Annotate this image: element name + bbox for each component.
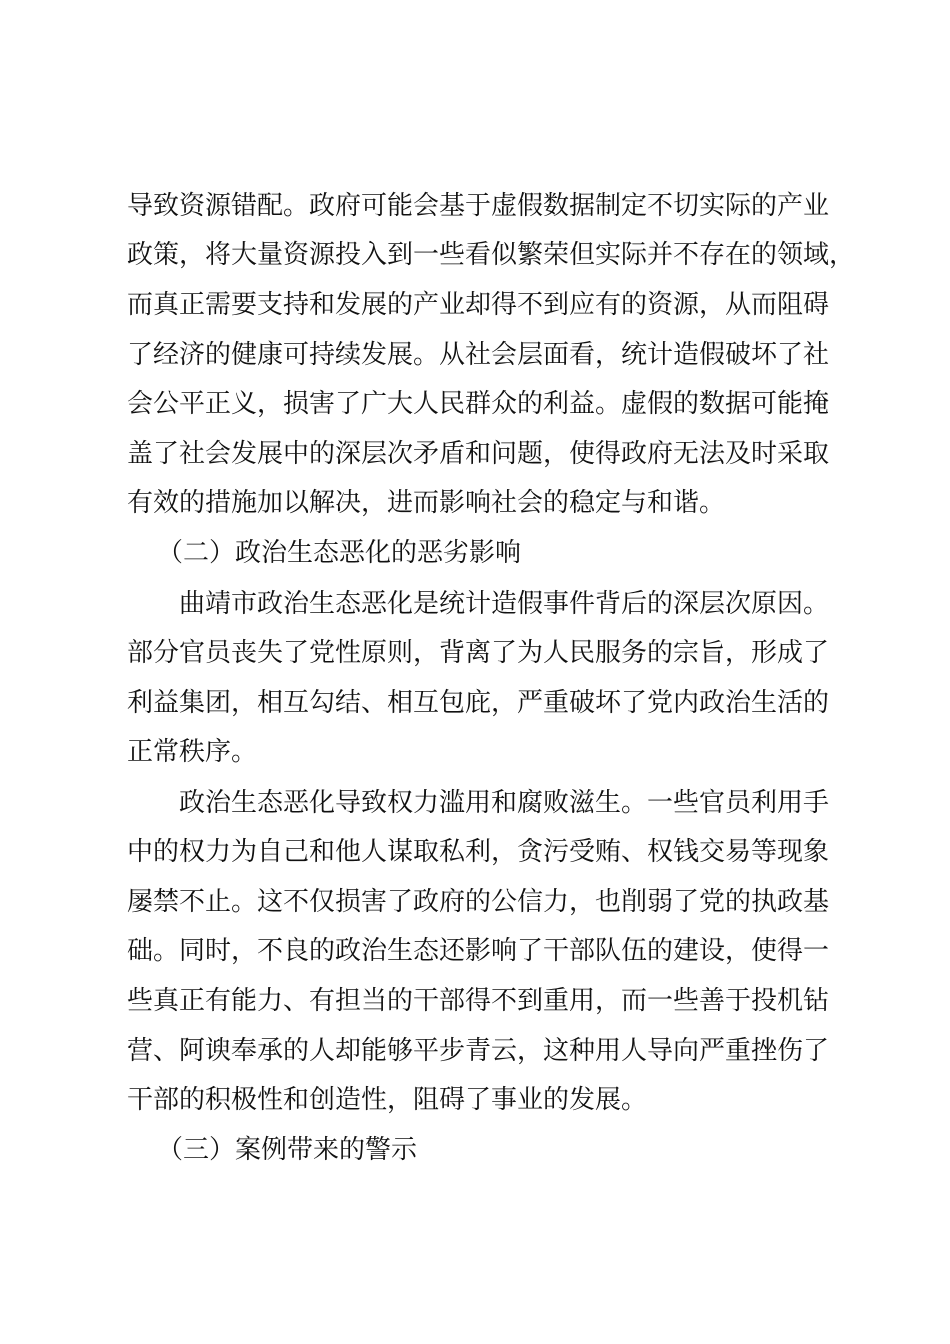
- body-text-line: 干部的积极性和创造性，阻碍了事业的发展。: [127, 1085, 648, 1115]
- body-text-line: 营、阿谀奉承的人却能够平步青云，这种用人导向严重挫伤了: [127, 1036, 830, 1066]
- section-heading: （三）案例带来的警示: [157, 1135, 418, 1165]
- section-heading: （二）政治生态恶化的恶劣影响: [157, 538, 522, 568]
- body-text-line: 有效的措施加以解决，进而影响社会的稳定与和谐。: [127, 488, 726, 518]
- body-text-line: 盖了社会发展中的深层次矛盾和问题，使得政府无法及时采取: [127, 439, 830, 469]
- body-text-line: 部分官员丧失了党性原则，背离了为人民服务的宗旨，形成了: [127, 638, 830, 668]
- body-text-line: 中的权力为自己和他人谋取私利，贪污受贿、权钱交易等现象: [127, 837, 830, 867]
- body-text-line: 础。同时，不良的政治生态还影响了干部队伍的建设，使得一: [127, 936, 830, 966]
- body-text-line: 利益集团，相互勾结、相互包庇，严重破坏了党内政治生活的: [127, 688, 830, 718]
- body-text-line: 而真正需要支持和发展的产业却得不到应有的资源，从而阻碍: [127, 290, 830, 320]
- body-text-line: 导致资源错配。政府可能会基于虚假数据制定不切实际的产业: [127, 191, 830, 221]
- body-text-line: 政策，将大量资源投入到一些看似繁荣但实际并不存在的领域，: [127, 240, 856, 270]
- body-text-line: 政治生态恶化导致权力滥用和腐败滋生。一些官员利用手: [179, 788, 830, 818]
- body-text-line: 会公平正义，损害了广大人民群众的利益。虚假的数据可能掩: [127, 389, 830, 419]
- body-text-line: 曲靖市政治生态恶化是统计造假事件背后的深层次原因。: [179, 589, 830, 619]
- body-text-line: 些真正有能力、有担当的干部得不到重用，而一些善于投机钻: [127, 986, 830, 1016]
- body-text-line: 屡禁不止。这不仅损害了政府的公信力，也削弱了党的执政基: [127, 887, 830, 917]
- body-text-line: 正常秩序。: [127, 737, 258, 767]
- body-text-line: 了经济的健康可持续发展。从社会层面看，统计造假破坏了社: [127, 340, 830, 370]
